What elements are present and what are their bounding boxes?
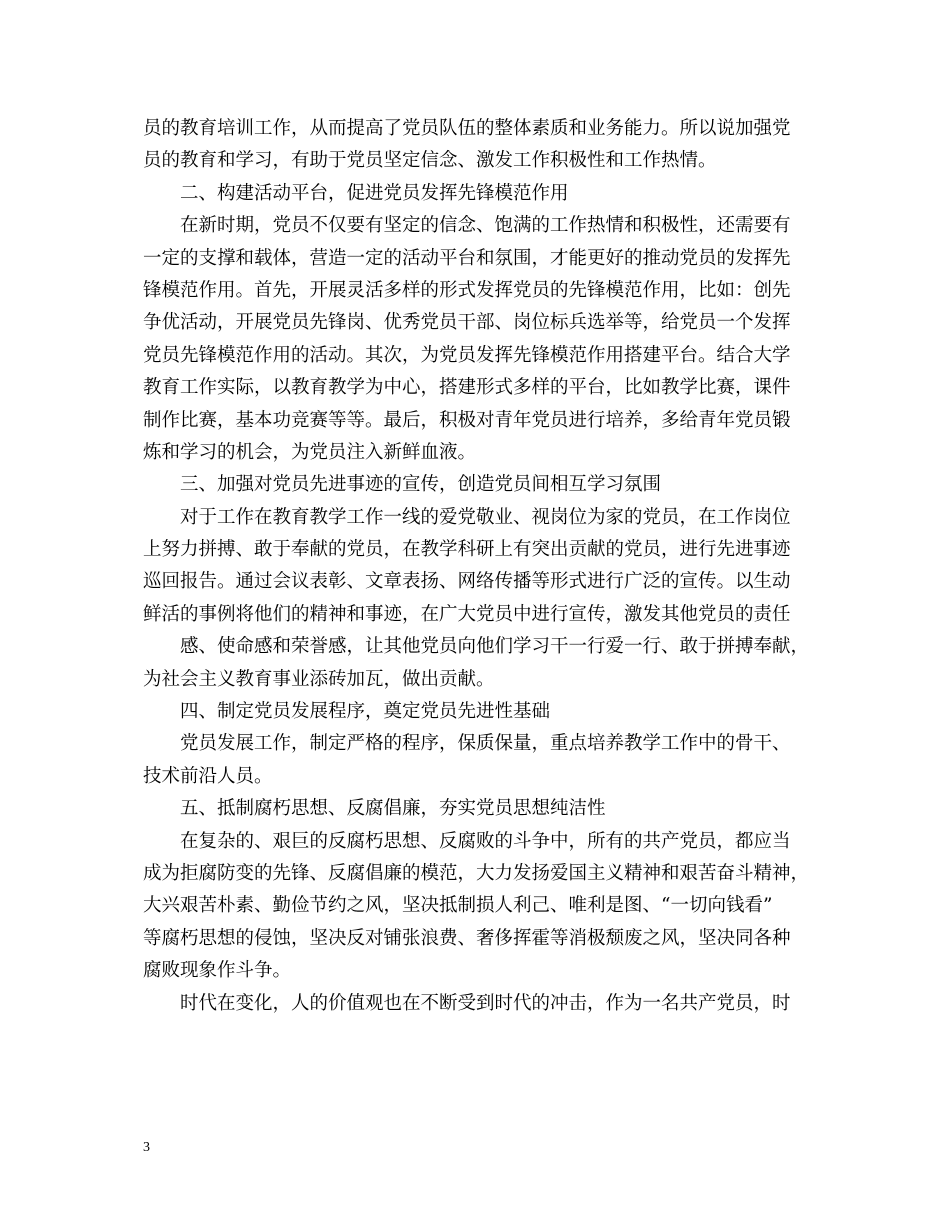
text-line: 教育工作实际，以教育教学为中心，搭建形式多样的平台，比如教学比赛，课件: [143, 377, 791, 399]
text-line: 在复杂的、艰巨的反腐朽思想、反腐败的斗争中，所有的共产党员，都应当: [180, 830, 791, 852]
text-line: 鲜活的事例将他们的精神和事迹，在广大党员中进行宣传，激发其他党员的责任: [143, 603, 791, 625]
text-line: 制作比赛，基本功竞赛等等。最后，积极对青年党员进行培养，多给青年党员锻: [143, 409, 791, 431]
text-line: 上努力拼搏、敢于奉献的党员，在教学科研上有突出贡献的党员，进行先进事迹: [143, 539, 791, 561]
text-line: 党员先锋模范作用的活动。其次，为党员发挥先锋模范作用搭建平台。结合大学: [143, 344, 791, 366]
text-line: 大兴艰苦朴素、勤俭节约之风，坚决抵制损人利己、唯利是图、“一切向钱看”: [143, 895, 773, 917]
text-line: 锋模范作用。首先，开展灵活多样的形式发挥党员的先锋模范作用，比如：创先: [143, 279, 791, 301]
text-line: 一定的支撑和载体，营造一定的活动平台和氛围，才能更好的推动党员的发挥先: [143, 247, 791, 269]
text-line: 时代在变化，人的价值观也在不断受到时代的冲击，作为一名共产党员，时: [180, 992, 791, 1014]
text-line: 等腐朽思想的侵蚀，坚决反对铺张浪费、奢侈挥霍等消极颓废之风，坚决同各种: [143, 927, 791, 949]
text-line: 感、使命感和荣誉感，让其他党员向他们学习干一行爱一行、敢于拼搏奉献，: [180, 636, 810, 658]
text-line: 员的教育培训工作，从而提高了党员队伍的整体素质和业务能力。所以说加强党: [143, 118, 791, 139]
text-line: 五、抵制腐朽思想、反腐倡廉，夯实党员思想纯洁性: [180, 798, 606, 820]
text-line: 四、制定党员发展程序，奠定党员先进性基础: [180, 701, 551, 723]
text-line: 成为拒腐防变的先锋、反腐倡廉的模范，大力发扬爱国主义精神和艰苦奋斗精神，: [143, 862, 810, 884]
text-line: 对于工作在教育教学工作一线的爱党敬业、视岗位为家的党员，在工作岗位: [180, 506, 791, 528]
text-line: 党员发展工作，制定严格的程序，保质保量，重点培养教学工作中的骨干、: [180, 733, 791, 755]
text-line: 为社会主义教育事业添砖加瓦，做出贡献。: [143, 668, 495, 690]
text-line: 炼和学习的机会，为党员注入新鲜血液。: [143, 441, 477, 463]
text-line: 技术前沿人员。: [143, 765, 273, 787]
text-line: 巡回报告。通过会议表彰、文章表扬、网络传播等形式进行广泛的宣传。以生动: [143, 571, 791, 593]
text-line: 争优活动，开展党员先锋岗、优秀党员干部、岗位标兵选举等，给党员一个发挥: [143, 312, 791, 334]
text-line: 二、构建活动平台，促进党员发挥先锋模范作用: [180, 182, 569, 204]
document-body: [143, 113, 829, 1020]
page-number: 3: [143, 1140, 150, 1155]
text-line: 三、加强对党员先进事迹的宣传，创造党员间相互学习氛围: [180, 474, 662, 496]
text-line: 腐败现象作斗争。: [143, 960, 292, 982]
text-line: 员的教育和学习，有助于党员坚定信念、激发工作积极性和工作热情。: [143, 150, 717, 172]
text-line: 在新时期，党员不仅要有坚定的信念、饱满的工作热情和积极性，还需要有: [180, 215, 791, 237]
